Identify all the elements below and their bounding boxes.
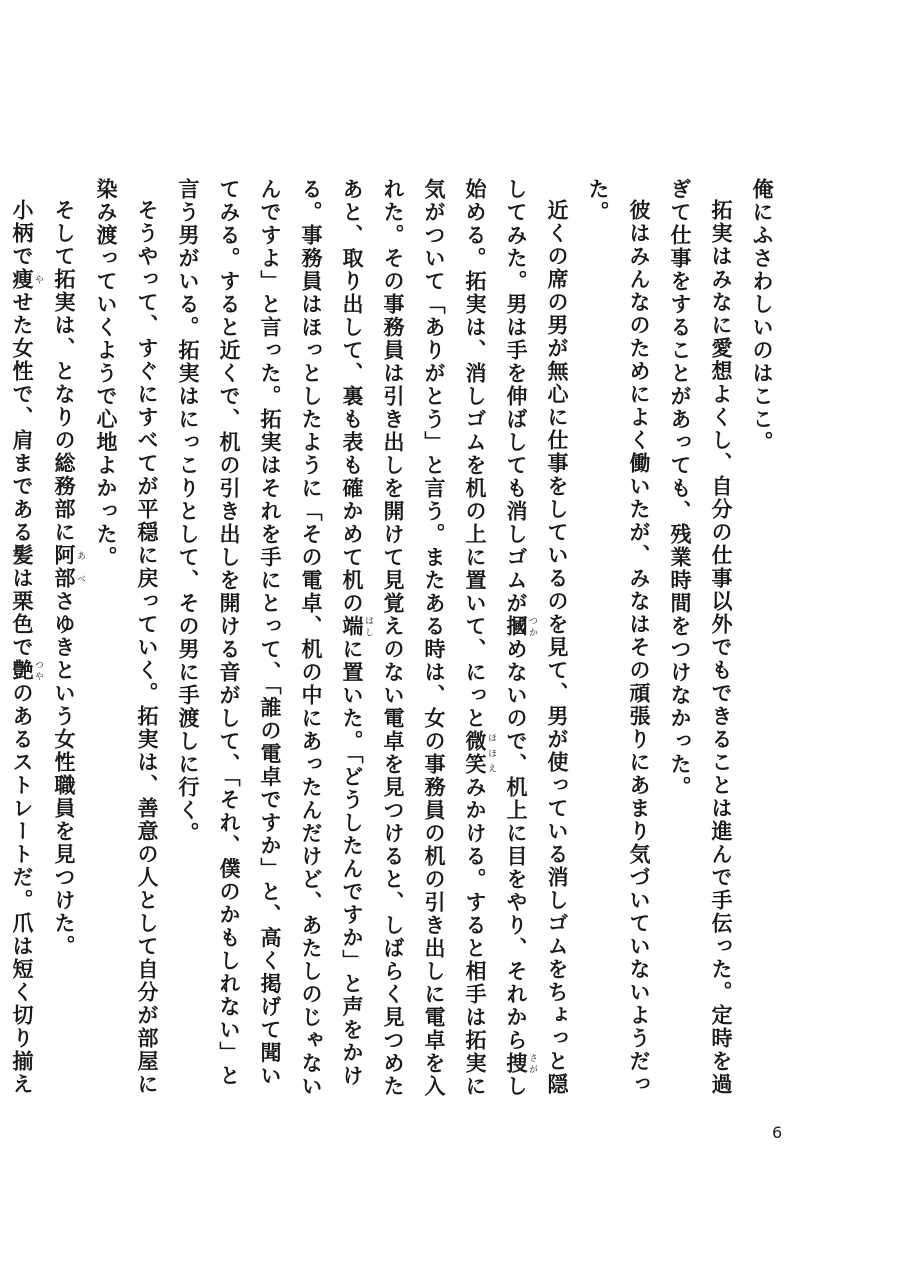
ruby-annotation — [504, 1052, 537, 1075]
text-run: のあるストレートだ。爪は短く切り揃え — [10, 682, 34, 1096]
paragraph — [0, 178, 43, 1108]
ruby-annotation — [504, 615, 537, 638]
text-run: さゆきという女性職員を見つけた。 — [52, 590, 76, 958]
paragraph — [741, 178, 782, 1108]
ruby-annotation — [10, 659, 43, 682]
ruby-base: 阿部 — [52, 544, 76, 590]
ruby-reading: はし — [363, 615, 373, 638]
paragraph — [167, 178, 577, 1108]
ruby-base: 艶 — [10, 659, 34, 682]
text-run: 近くの席の男が無心に仕事をしているのを見て、男が使っている消しゴムをちょっと隠してみた。男は手を伸ばしても消しゴムが — [504, 178, 569, 1096]
text-run: そうやって、すぐにすべてが平穏に戻っていく。拓実は、善意の人として自分が部屋に染み渡っていくようで心地よかった。 — [94, 178, 159, 1096]
ruby-annotation — [52, 544, 85, 590]
ruby-reading: さが — [527, 1052, 537, 1075]
ruby-reading: ほほえ — [486, 730, 496, 776]
ruby-base: 摑 — [504, 615, 528, 638]
ruby-reading: つか — [527, 615, 537, 638]
paragraph — [577, 178, 659, 1108]
ruby-annotation — [463, 730, 496, 776]
text-run: に置いた。「どうしたんですか」と声をかける。事務員はほっとしたように「その電卓、机の中にあったんだけど、あたしのじゃないんですよ」と言った。拓実はそれを手にとって、「誰の電卓ですか」と、高く掲げて聞いてみる。すると近くで、机の引き出しを開ける音がして、「それ、僕のかもしれない」と言う男がいる。拓実はにっこりとして、その男に手渡しに行く。 — [176, 178, 364, 1098]
text-run: 拓実はみなに愛想よくし、自分の仕事以外でもできることは進んで手伝った。定時を過ぎて仕事をすることがあっても、残業時間をつけなかった。 — [668, 178, 733, 1096]
paragraph — [43, 178, 85, 1108]
text-run: そして拓実は、となりの総務部に — [52, 199, 76, 544]
ruby-base: 痩 — [10, 268, 34, 291]
ruby-annotation — [340, 615, 373, 638]
text-run: し始める。拓実は、消しゴムを机の上に置いて、にっと — [463, 178, 528, 1098]
ruby-base: 微笑 — [463, 730, 487, 776]
text-run: めないので、机上に目をやり、それから — [504, 638, 528, 1052]
ruby-base: 端 — [340, 615, 364, 638]
text-run: みかける。すると相手は拓実に気がついて「ありがとう」と言う。またある時は、女の事務員の机の引き出しに電卓を入れた。その事務員は引き出しを開けて見覚えのない電卓を見つけると、しばらく見つめたあと、取り出して、裏も表も確かめて机の — [340, 178, 487, 1098]
vertical-text-body — [10, 178, 782, 1108]
text-run: 俺にふさわしいのはここ。 — [750, 178, 774, 454]
paragraph — [85, 178, 167, 1108]
text-run: 彼はみんなのためによく働いたが、みなはその頑張りにあまり気づいていないようだった。 — [586, 178, 651, 1096]
ruby-reading: や — [33, 268, 43, 291]
ruby-reading: あべ — [75, 544, 85, 590]
ruby-annotation — [10, 268, 43, 291]
ruby-base: 捜 — [504, 1052, 528, 1075]
text-run: せた女性で、肩まである髪は栗色で — [10, 291, 34, 659]
paragraph — [659, 178, 741, 1108]
ruby-reading: つや — [33, 659, 43, 682]
page-number: 6 — [772, 1123, 783, 1142]
text-run: 小柄で — [10, 199, 34, 268]
